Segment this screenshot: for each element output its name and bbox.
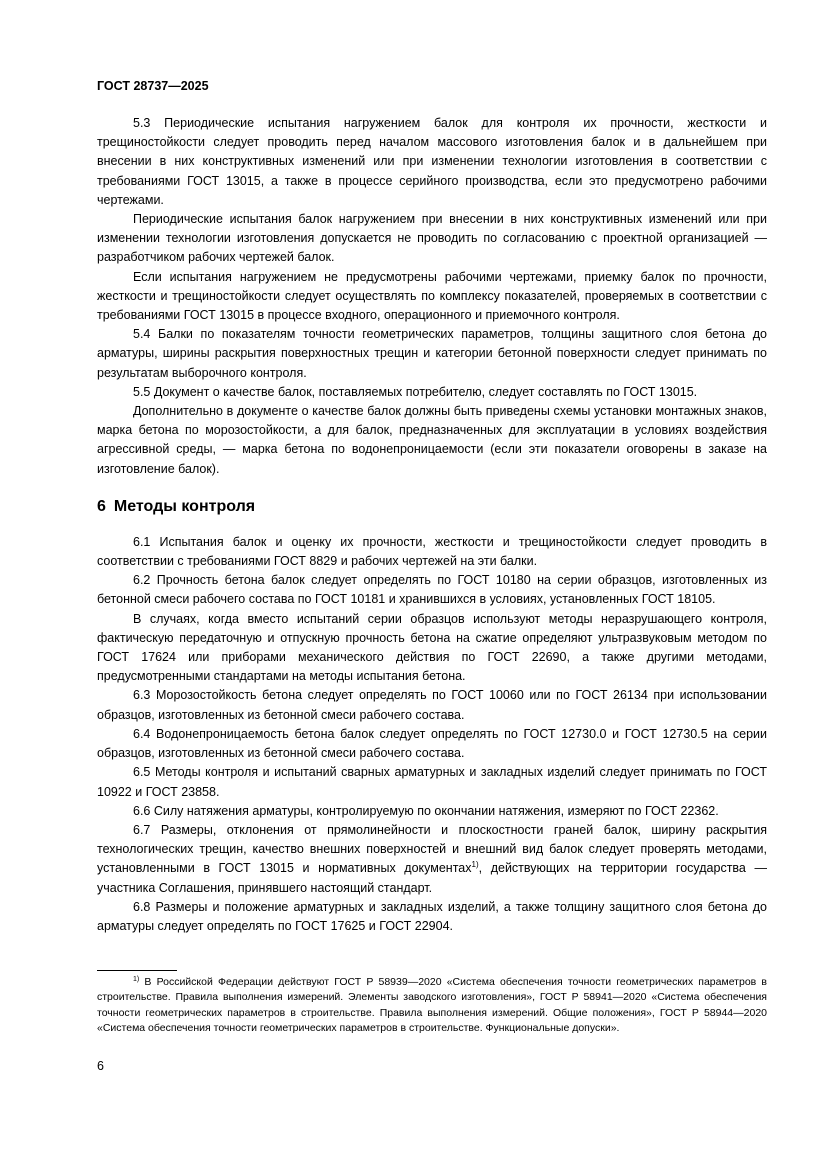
page-number: 6 — [97, 1059, 104, 1073]
paragraph-5-4: 5.4 Балки по показателям точности геометрических параметров, толщины защитного слоя бетона до арматуры, ширины раскрытия поверхностных трещин и категории бетонной поверхности следует принимать по результатам выборочного контроля. — [97, 327, 767, 380]
paragraph-5-5-additional: Дополнительно в документе о качестве балок должны быть приведены схемы установки монтажных знаков, марка бетона по морозостойкости, а для балок, предназначенных для эксплуатации в условиях воздействия агрессивной среды, — марка бетона по водонепроницаемости (если эти показатели оговорены в заказе на изготовление балок). — [97, 404, 767, 476]
paragraph-6-3: 6.3 Морозостойкость бетона следует определять по ГОСТ 10060 или по ГОСТ 26134 при использовании образцов, изготовленных из бетонной смеси рабочего состава. — [97, 688, 767, 722]
paragraph-6-8: 6.8 Размеры и положение арматурных и закладных изделий, а также толщину защитного слоя бетона до арматуры следует определять по ГОСТ 17625 и ГОСТ 22904. — [97, 899, 767, 933]
paragraph-6-1: 6.1 Испытания балок и оценку их прочности, жесткости и трещиностойкости следует проводить в соответствии с требованиями ГОСТ 8829 и рабочих чертежей на эти балки. — [97, 534, 767, 569]
footnote-text: В Российской Федерации действуют ГОСТ Р 58939—2020 «Система обеспечения точности геометрических параметров в строительстве. Правила выполнения измерений. Элементы заводского изготовления», ГОСТ Р 58941—2020 «Система обеспечения точности геометрических параметров в строительстве. Правила выполнения измерений. Общие положения», ГОСТ Р 58944—2020 «Система обеспечения точности геометрических параметров в строительстве. Функциональные допуски». — [97, 976, 767, 1035]
paragraph-6-7 — [97, 821, 767, 898]
paragraph-5-3-periodic: Периодические испытания балок нагружением при внесении в них конструктивных изменений или при изменении технологии изготовления допускается не проводить по согласованию с проектной организацией — разработчиком рабочих чертежей балок. — [97, 212, 767, 265]
paragraph-6-4: 6.4 Водонепроницаемость бетона балок следует определять по ГОСТ 12730.0 и ГОСТ 12730.5 на серии образцов, изготовленных из бетонной смеси рабочего состава. — [97, 726, 767, 761]
footnote — [97, 975, 767, 1037]
paragraph-5-3: 5.3 Периодические испытания нагружением балок для контроля их прочности, жесткости и трещиностойкости следует проводить перед началом массового изготовления балок и в дальнейшем при внесении в них конструктивных изменений или при изменении технологии изготовления в соответствии с требованиями ГОСТ 13015, а также в процессе серийного производства, если это предусмотрено рабочими чертежами. — [97, 116, 767, 207]
paragraph-6-5: 6.5 Методы контроля и испытаний сварных арматурных и закладных изделий следует принимать по ГОСТ 10922 и ГОСТ 23858. — [97, 765, 767, 799]
paragraph-5-3-acceptance: Если испытания нагружением не предусмотрены рабочими чертежами, приемку балок по прочности, жесткости и трещиностойкости следует осуществлять по комплексу показателей, проверяемых в соответствии с требованиями ГОСТ 13015 в процессе входного, операционного и приемочного контроля. — [97, 269, 767, 323]
footnote-marker: 1) — [133, 976, 140, 983]
footnote-reference[interactable]: 1) — [471, 860, 479, 870]
section-title: Методы контроля — [113, 497, 256, 515]
paragraph-6-2-nondestructive: В случаях, когда вместо испытаний серии образцов используют методы неразрушающего контроля, фактическую передаточную и отпускную прочность бетона на сжатие определяют ультразвуковым методом по ГОСТ 17624 или приборами механического действия по ГОСТ 22690, а также другими методами, предусмотренными стандартами на методы испытания бетона. — [97, 611, 767, 684]
paragraph-6-7-text-end: , действующих на территории государства — участника Соглашения, принявшего настоящий стандарт. — [97, 861, 767, 895]
section-number: 6 — [97, 497, 106, 515]
document-header-code: ГОСТ 28737—2025 — [97, 79, 209, 93]
section-heading — [97, 496, 767, 518]
footnote-separator — [97, 970, 177, 971]
paragraph-6-6: 6.6 Силу натяжения арматуры, контролируемую по окончании натяжения, измеряют по ГОСТ 22362. — [133, 803, 719, 818]
paragraph-6-2: 6.2 Прочность бетона балок следует определять по ГОСТ 10180 на серии образцов, изготовленных из бетонной смеси рабочего состава по ГОСТ 10181 и хранившихся в условиях, установленных ГОСТ 18105. — [97, 573, 767, 607]
paragraph-6-7-text: 6.7 Размеры, отклонения от прямолинейности и плоскостности граней балок, ширину раскрытия технологических трещин, качество внешних поверхностей и внешний вид балок следует проверять методами, установленными в ГОСТ 13015 и нормативных документах — [97, 822, 767, 876]
paragraph-5-5: 5.5 Документ о качестве балок, поставляемых потребителю, следует составлять по ГОСТ 13015. — [133, 384, 698, 399]
document-body — [97, 114, 767, 936]
